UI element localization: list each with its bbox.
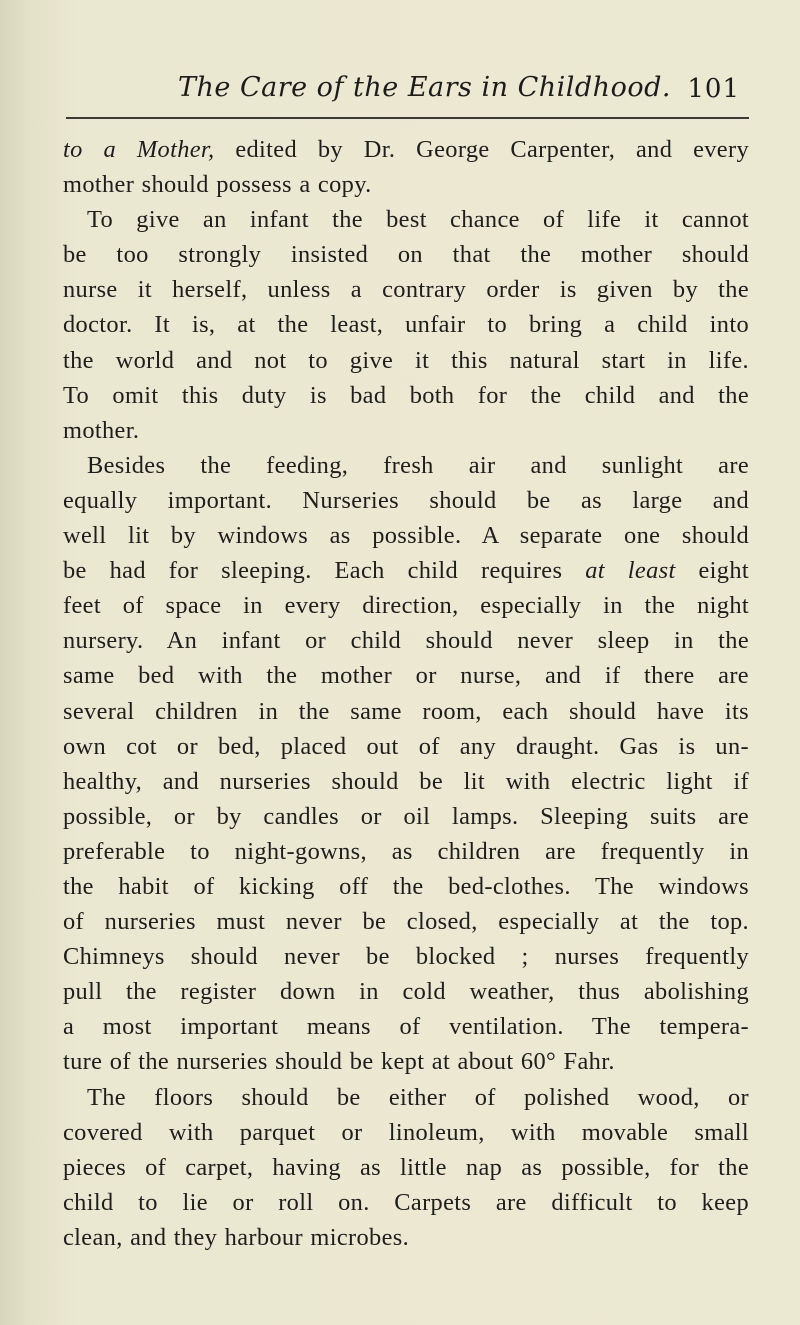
text-line xyxy=(63,167,749,202)
text-run: the habit of kicking off the bed-clothes. The windows xyxy=(63,872,749,900)
paragraph xyxy=(63,202,749,448)
text-run: pieces of carpet, having as little nap as possible, for the xyxy=(63,1153,749,1181)
text-run: of nurseries must never be closed, especially at the top. xyxy=(63,908,749,936)
text-line xyxy=(63,343,749,378)
italic-text: at least xyxy=(585,557,676,585)
text-line xyxy=(63,799,749,834)
text-run: doctor. It is, at the least, unfair to bring a child into xyxy=(63,311,749,339)
text-run: same bed with the mother or nurse, and if there are xyxy=(63,662,749,690)
text-line xyxy=(63,1185,749,1220)
text-run: preferable to night-gowns, as children are frequently in xyxy=(63,837,749,865)
text-run: To give an infant the best chance of life it cannot xyxy=(87,206,749,234)
text-line xyxy=(63,939,749,974)
text-run: child to lie or roll on. Carpets are difficult to keep xyxy=(63,1188,749,1216)
text-line xyxy=(63,202,749,237)
text-run: several children in the same room, each should have its xyxy=(63,697,749,725)
text-run: be too strongly insisted on that the mother should xyxy=(63,241,749,269)
text-run: ture of the nurseries should be kept at about 60° Fahr. xyxy=(63,1048,615,1076)
text-line xyxy=(63,448,749,483)
paragraph xyxy=(63,1080,749,1255)
text-run: well lit by windows as possible. A separate one should xyxy=(63,522,749,550)
text-run: the world and not to give it this natural start in life. xyxy=(63,346,749,374)
text-run: a most important means of ventilation. The tempera- xyxy=(63,1013,749,1041)
text-run: equally important. Nurseries should be as large and xyxy=(63,486,749,514)
text-run: edited by Dr. George Carpenter, and every xyxy=(214,136,749,163)
text-run: mother should possess a copy. xyxy=(63,171,372,199)
italic-text: to a Mother, xyxy=(63,136,215,163)
text-run: To omit this duty is bad both for the child and the xyxy=(63,381,749,409)
text-line xyxy=(63,553,749,588)
text-line xyxy=(63,1115,749,1150)
text-line xyxy=(63,588,749,623)
text-run: mother. xyxy=(63,416,140,444)
text-run: feet of space in every direction, especially in the night xyxy=(63,592,749,620)
text-run: The floors should be either of polished wood, or xyxy=(87,1083,749,1111)
text-run: Chimneys should never be blocked ; nurses frequently xyxy=(63,943,749,971)
text-run: pull the register down in cold weather, thus abolishing xyxy=(63,978,749,1006)
page-number: 101 xyxy=(687,74,740,104)
text-line xyxy=(63,1080,749,1115)
text-line xyxy=(63,1150,749,1185)
text-run: covered with parquet or linoleum, with movable small xyxy=(63,1118,749,1146)
text-line xyxy=(63,658,749,693)
text-line xyxy=(63,974,749,1009)
text-line xyxy=(63,307,749,342)
text-line xyxy=(63,1220,749,1255)
text-run: clean, and they harbour microbes. xyxy=(63,1223,410,1251)
text-line xyxy=(63,132,749,167)
text-run: possible, or by candles or oil lamps. Sleeping suits are xyxy=(63,802,749,830)
page-header xyxy=(60,72,750,112)
paragraph xyxy=(63,132,749,202)
text-line xyxy=(63,378,749,413)
header-rule xyxy=(66,117,749,119)
text-run: healthy, and nurseries should be lit with electric light if xyxy=(63,767,749,795)
text-line xyxy=(63,1009,749,1044)
text-run: Besides the feeding, fresh air and sunlight are xyxy=(87,451,749,479)
text-line xyxy=(63,694,749,729)
body-text xyxy=(63,132,749,1255)
text-run: eight xyxy=(675,557,749,585)
text-line xyxy=(63,1044,749,1079)
text-line xyxy=(63,904,749,939)
text-line xyxy=(63,518,749,553)
text-line xyxy=(63,834,749,869)
text-run: be had for sleeping. Each child requires xyxy=(63,557,586,585)
text-run: own cot or bed, placed out of any draught. Gas is un- xyxy=(63,732,749,760)
text-line xyxy=(63,483,749,518)
text-run: nurse it herself, unless a contrary order is given by the xyxy=(63,276,749,304)
text-line xyxy=(63,869,749,904)
text-line xyxy=(63,623,749,658)
text-line xyxy=(63,413,749,448)
text-line xyxy=(63,764,749,799)
text-run: nursery. An infant or child should never sleep in the xyxy=(63,627,749,655)
text-line xyxy=(63,729,749,764)
paragraph xyxy=(63,448,749,1080)
text-line xyxy=(63,272,749,307)
text-line xyxy=(63,237,749,272)
running-title: The Care of the Ears in Childhood. xyxy=(178,72,671,103)
